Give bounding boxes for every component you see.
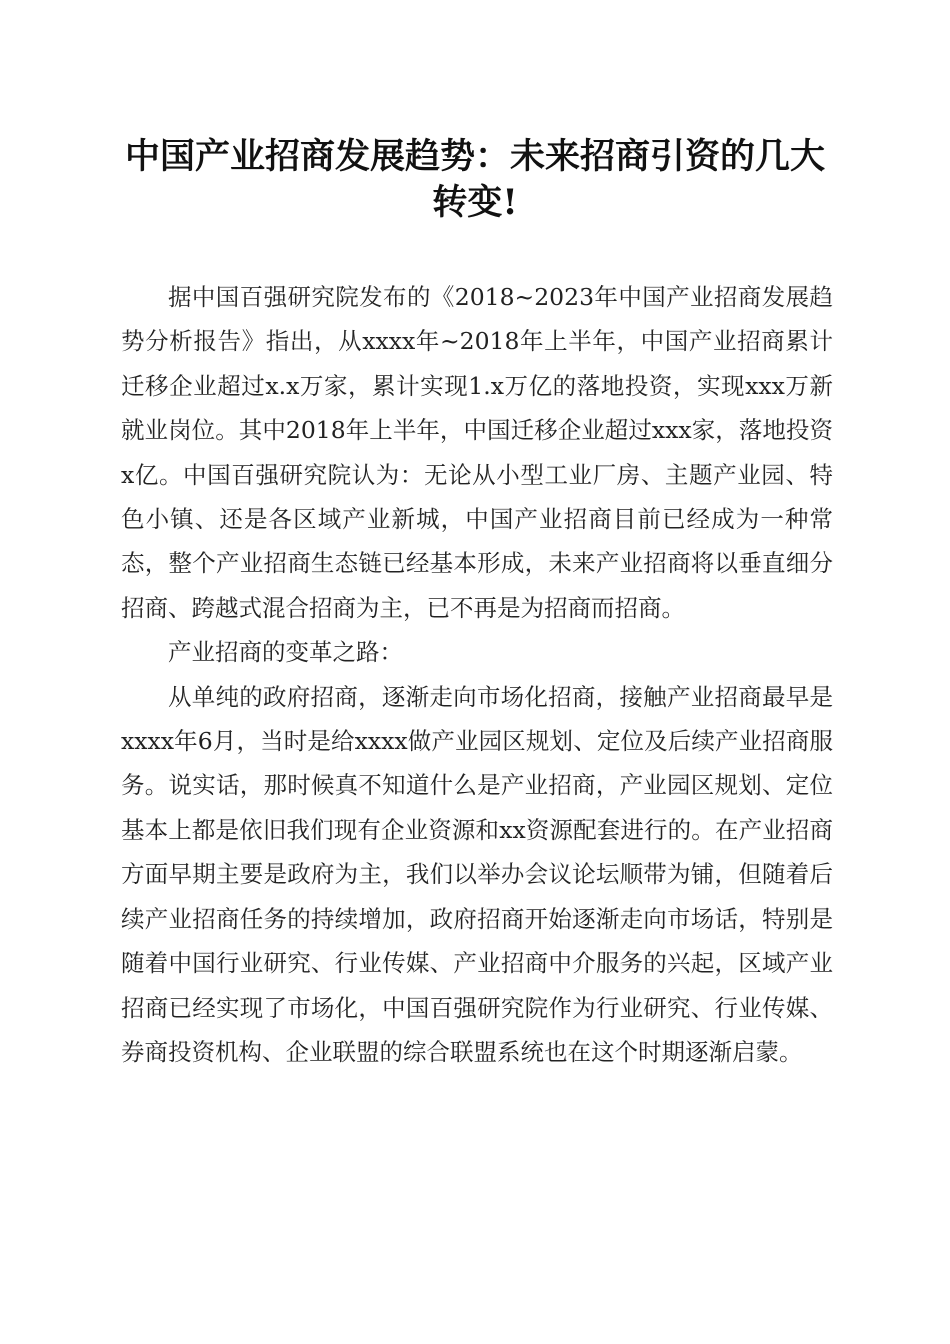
document-title: 中国产业招商发展趋势：未来招商引资的几大转变! <box>124 136 825 223</box>
paragraph-report-summary: 据中国百强研究院发布的《2018~2023年中国产业招商发展趋势分析报告》指出，从xxxx年~2018年上半年，中国产业招商累计迁移企业超过x.x万家，累计实现1.x万亿的落地投资，实现xxx万新就业岗位。其中2018年上半年，中国迁移企业超过xxx家，落地投资x亿。中国百强研究院认为：无论从小型工业厂房、主题产业园、特色小镇、还是各区域产业新城，中国产业招商目前已经成为一种常态，整个产业招商生态链已经基本形成，未来产业招商将以垂直细分招商、跨越式混合招商为主，已不再是为招商而招商。 <box>121 283 833 622</box>
paragraph-section-heading: 产业招商的变革之路： <box>168 638 403 667</box>
paragraph-transformation: 从单纯的政府招商，逐渐走向市场化招商，接触产业招商最早是xxxx年6月，当时是给xxxx做产业园区规划、定位及后续产业招商服务。说实话，那时候真不知道什么是产业招商，产业园区规划、定位基本上都是依旧我们现有企业资源和xx资源配套进行的。在产业招商方面早期主要是政府为主，我们以举办会议论坛顺带为铺，但随着后续产业招商任务的持续增加，政府招商开始逐渐走向市场话，特别是随着中国行业研究、行业传媒、产业招商中介服务的兴起，区域产业招商已经实现了市场化，中国百强研究院作为行业研究、行业传媒、券商投资机构、企业联盟的综合联盟系统也在这个时期逐渐启蒙。 <box>121 682 833 1066</box>
document-body <box>121 275 833 1074</box>
